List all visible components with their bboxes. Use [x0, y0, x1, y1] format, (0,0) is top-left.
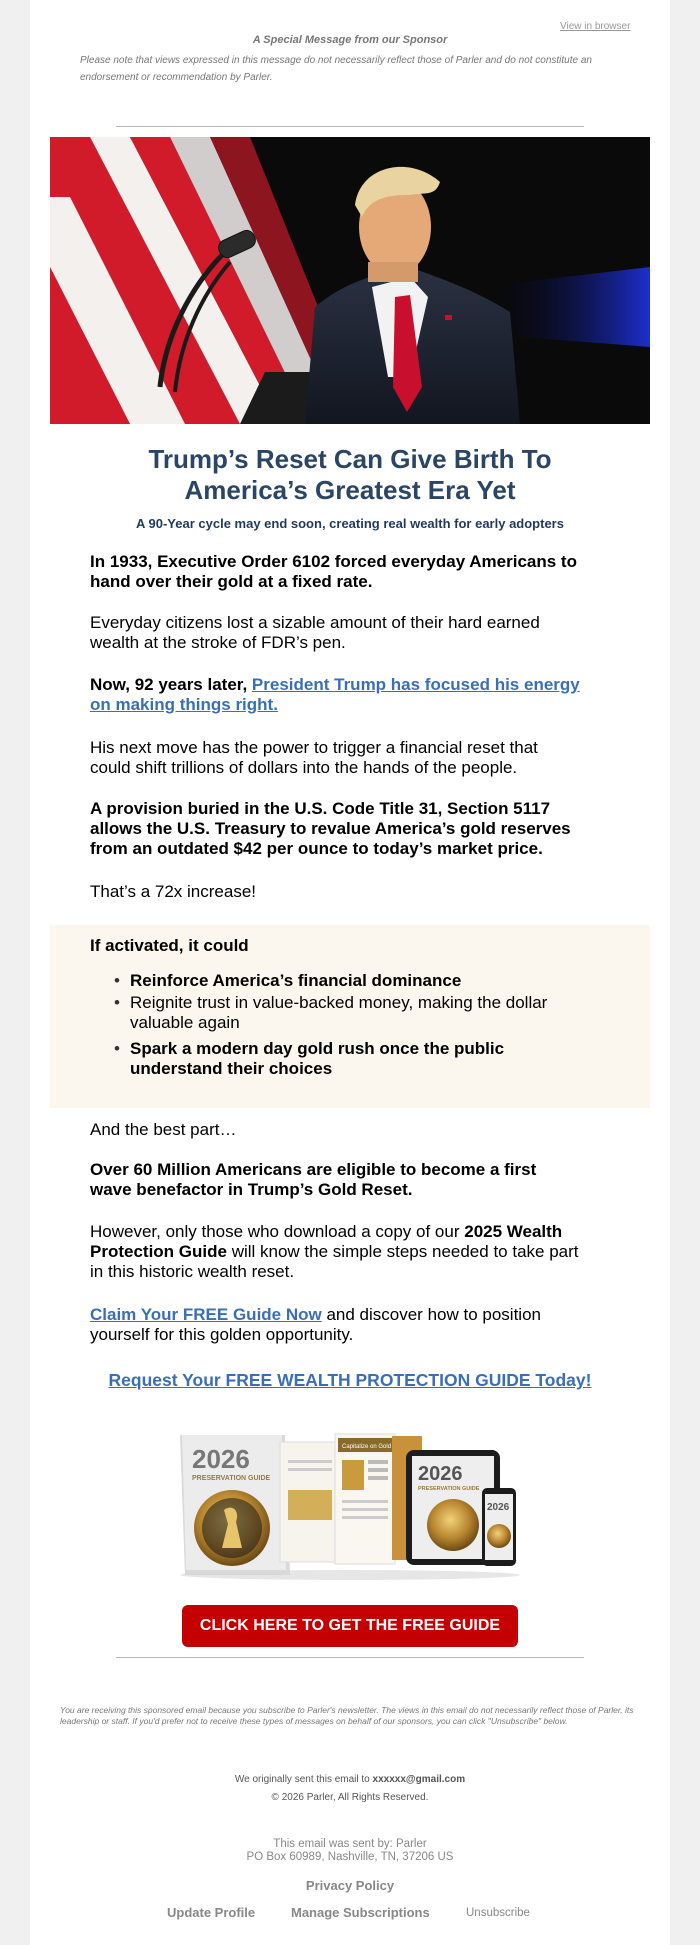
- list-item: [130, 993, 590, 1033]
- paragraph-8: [90, 1160, 610, 1200]
- sponsor-title: A Special Message from our Sponsor: [252, 34, 448, 46]
- paragraph-line: allows the U.S. Treasury to revalue America’s gold reserves: [90, 819, 571, 838]
- paragraph-6: That’s a 72x increase!: [90, 882, 256, 901]
- sent-to-text: We originally sent this email to: [234, 1774, 373, 1785]
- paragraph-1: [90, 552, 610, 592]
- brochure-title: Capitalize on Gold: [342, 1444, 392, 1450]
- paragraph-text: and discover how to position: [321, 1305, 541, 1324]
- paragraph-3: [90, 675, 610, 715]
- subheadline: A 90-Year cycle may end soon, creating real wealth for early adopters: [136, 516, 564, 531]
- list-item-text: • Reignite trust in value-backed money, making the dollar: [130, 993, 548, 1012]
- sent-by: [30, 1838, 670, 1864]
- claim-guide-link[interactable]: Claim Your FREE Guide Now: [90, 1305, 322, 1324]
- list-item-text: understand their choices: [130, 1059, 333, 1078]
- paragraph-line: A provision buried in the U.S. Code Title 31, Section 5117: [90, 799, 551, 818]
- paragraph-text: will know the simple steps needed to take part: [226, 1242, 579, 1261]
- paragraph-2: [90, 613, 610, 653]
- hero-image: [50, 137, 650, 424]
- postal-address: PO Box 60989, Nashville, TN, 37206 US: [246, 1851, 454, 1863]
- list-item-text: • Reinforce America’s financial dominance: [130, 971, 462, 990]
- unsubscribe-link[interactable]: Unsubscribe: [466, 1907, 530, 1919]
- tablet-year: 2026: [418, 1463, 463, 1485]
- headline-line: America’s Greatest Era Yet: [184, 475, 516, 505]
- benefits-title: If activated, it could: [90, 936, 249, 955]
- guide-product-image[interactable]: [170, 1430, 530, 1580]
- trump-energy-link[interactable]: President Trump has focused his energy: [251, 675, 580, 694]
- sent-by-text: This email was sent by: Parler: [273, 1838, 427, 1850]
- list-item: [130, 1039, 590, 1079]
- headline-line: Trump’s Reset Can Give Birth To: [148, 444, 552, 474]
- paragraph-line: His next move has the power to trigger a financial reset that: [90, 738, 538, 757]
- paragraph-line: could shift trillions of dollars into the hands of the people.: [90, 758, 518, 777]
- divider: [116, 1657, 584, 1658]
- request-guide-link[interactable]: Request Your FREE WEALTH PROTECTION GUIDE Today!: [108, 1370, 592, 1390]
- paragraph-line: hand over their gold at a fixed rate.: [90, 572, 373, 591]
- sponsor-disclaimer: Please note that views expressed in this message do not necessarily reflect those of Parler and do not constitute an endorsement or recommendation by Parler.: [80, 55, 592, 83]
- paragraph-line: wave benefactor in Trump’s Gold Reset.: [90, 1180, 413, 1199]
- phone-year: 2026: [487, 1502, 510, 1513]
- paragraph-7: And the best part…: [90, 1120, 237, 1139]
- paragraph-text: 2025 Wealth: [464, 1222, 563, 1241]
- trump-energy-link-cont[interactable]: on making things right.: [90, 695, 278, 714]
- paragraph-text: Protection Guide: [90, 1242, 227, 1261]
- guide-illustration: [170, 1430, 530, 1580]
- paragraph-line: from an outdated $42 per ounce to today’s market price.: [90, 839, 543, 858]
- view-in-browser-link[interactable]: View in browser: [560, 21, 631, 32]
- paragraph-line: in this historic wealth reset.: [90, 1262, 295, 1281]
- copyright: © 2026 Parler, All Rights Reserved.: [271, 1792, 429, 1803]
- paragraph-10: [90, 1305, 610, 1345]
- manage-subscriptions-link[interactable]: Manage Subscriptions: [291, 1905, 430, 1920]
- list-item-text: • Spark a modern day gold rush once the public: [130, 1039, 505, 1058]
- book-subtitle: PRESERVATION GUIDE: [192, 1475, 271, 1482]
- paragraph-line: Everyday citizens lost a sizable amount of their hard earned: [90, 613, 540, 632]
- paragraph-line: wealth at the stroke of FDR’s pen.: [90, 633, 346, 652]
- list-item-text: valuable again: [130, 1013, 240, 1032]
- paragraph-line: yourself for this golden opportunity.: [90, 1325, 354, 1344]
- footer-disclaimer: You are receiving this sponsored email because you subscribe to Parler's newsletter. The views in this email do not necessarily reflect those of Parler, its leadership or staff. If you'd prefer not to receive these types of messages on behalf of our sponsors, you can click "Unsubscribe" below.: [60, 1705, 634, 1726]
- paragraph-text: However, only those who download a copy of our: [90, 1222, 465, 1241]
- get-free-guide-button[interactable]: CLICK HERE TO GET THE FREE GUIDE: [182, 1605, 518, 1647]
- tablet-subtitle: PRESERVATION GUIDE: [418, 1486, 480, 1492]
- sent-to-line: [30, 1774, 670, 1785]
- paragraph-4: [90, 738, 610, 778]
- paragraph-text: Now, 92 years later,: [90, 675, 252, 694]
- list-item: [130, 971, 590, 991]
- update-profile-link[interactable]: Update Profile: [167, 1905, 256, 1920]
- paragraph-9: [90, 1222, 610, 1282]
- privacy-policy-link[interactable]: Privacy Policy: [305, 1878, 395, 1893]
- hero-illustration: [50, 137, 650, 424]
- headline: [70, 444, 630, 506]
- divider: [116, 126, 584, 127]
- paragraph-line: In 1933, Executive Order 6102 forced everyday Americans to: [90, 552, 577, 571]
- paragraph-line: Over 60 Million Americans are eligible to become a first: [90, 1160, 537, 1179]
- recipient-email: xxxxxx@gmail.com: [372, 1774, 466, 1785]
- paragraph-5: [90, 799, 610, 859]
- book-year: 2026: [192, 1444, 250, 1474]
- email-body: [30, 0, 670, 1945]
